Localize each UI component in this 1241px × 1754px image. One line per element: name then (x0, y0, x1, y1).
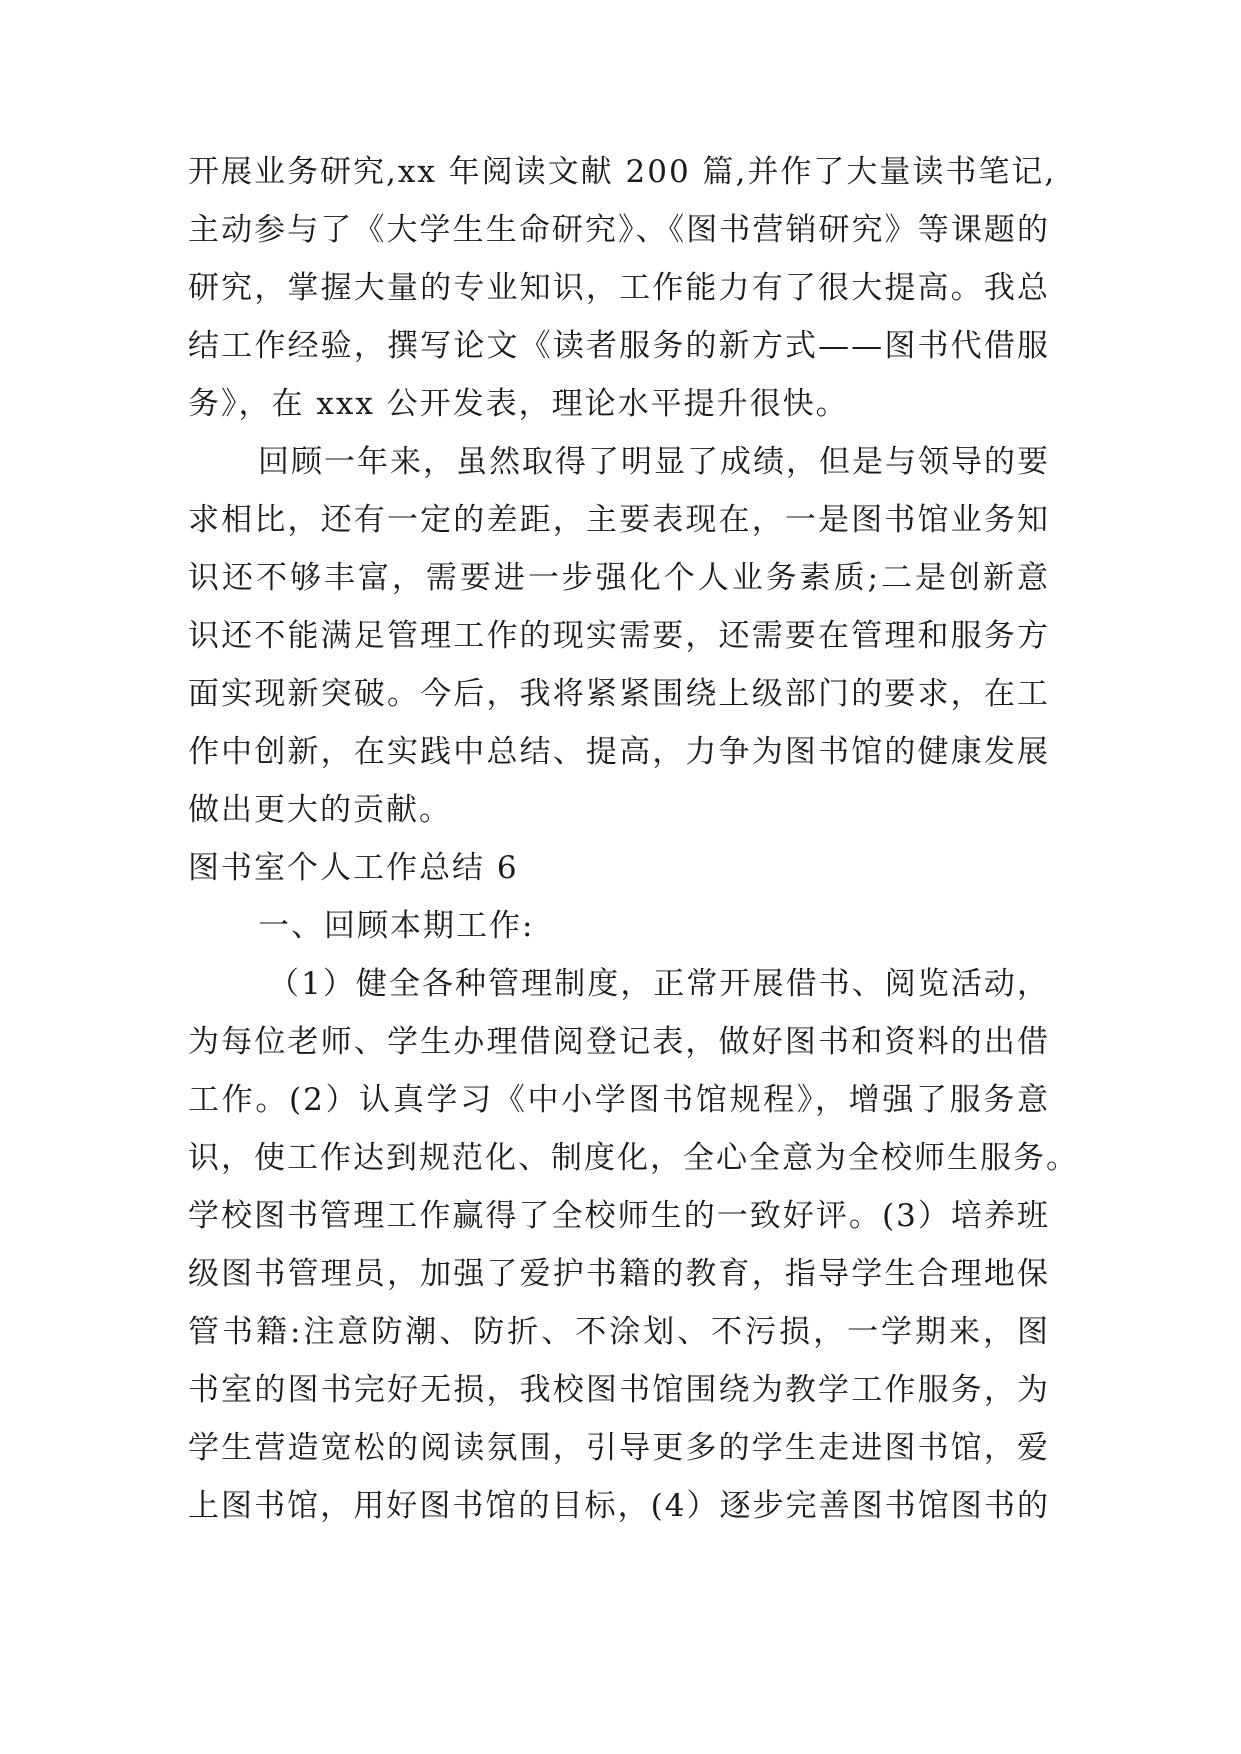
section-heading: 图书室个人工作总结 6 (188, 850, 519, 886)
paragraph-line: 做出更大的贡献。 (188, 792, 452, 828)
paragraph-line: 上图书馆，用好图书馆的目标，(4）逐步完善图书馆图书的 (188, 1488, 1050, 1524)
paragraph-line: 开展业务研究,xx 年阅读文献 200 篇,并作了大量读书笔记, (188, 154, 1057, 190)
paragraph-line: 工作。(2）认真学习《中小学图书馆规程》，增强了服务意 (188, 1082, 1050, 1118)
paragraph-line: 为每位老师、学生办理借阅登记表，做好图书和资料的出借 (188, 1024, 1050, 1060)
paragraph-line: 研究，掌握大量的专业知识，工作能力有了很大提高。我总 (188, 270, 1050, 306)
paragraph-line: 结工作经验，撰写论文《读者服务的新方式——图书代借服 (188, 328, 1050, 364)
paragraph-line: （1）健全各种管理制度，正常开展借书、阅览活动， (268, 966, 1050, 1002)
paragraph-line: 管书籍:注意防潮、防折、不涂划、不污损，一学期来，图 (188, 1314, 1050, 1350)
paragraph-line: 回顾一年来，虽然取得了明显了成绩，但是与领导的要 (258, 444, 1050, 480)
paragraph-line: 识还不能满足管理工作的现实需要，还需要在管理和服务方 (188, 618, 1050, 654)
paragraph-line: 级图书管理员，加强了爱护书籍的教育，指导学生合理地保 (188, 1256, 1050, 1292)
subsection-heading: 一、回顾本期工作: (258, 908, 535, 944)
paragraph-line: 学校图书管理工作赢得了全校师生的一致好评。(3）培养班 (188, 1198, 1050, 1234)
paragraph-line: 作中创新，在实践中总结、提高，力争为图书馆的健康发展 (188, 734, 1050, 770)
paragraph-line: 学生营造宽松的阅读氛围，引导更多的学生走进图书馆，爱 (188, 1430, 1050, 1466)
paragraph-line: 务》，在 xxx 公开发表，理论水平提升很快。 (188, 386, 849, 422)
paragraph-line: 主动参与了《大学生生命研究》、《图书营销研究》等课题的 (188, 212, 1050, 248)
paragraph-line: 面实现新突破。今后，我将紧紧围绕上级部门的要求，在工 (188, 676, 1050, 712)
paragraph-line: 书室的图书完好无损，我校图书馆围绕为教学工作服务，为 (188, 1372, 1050, 1408)
paragraph-line: 识，使工作达到规范化、制度化，全心全意为全校师生服务。 (188, 1140, 1079, 1176)
paragraph-line: 求相比，还有一定的差距，主要表现在，一是图书馆业务知 (188, 502, 1050, 538)
paragraph-line: 识还不够丰富，需要进一步强化个人业务素质;二是创新意 (188, 560, 1050, 596)
